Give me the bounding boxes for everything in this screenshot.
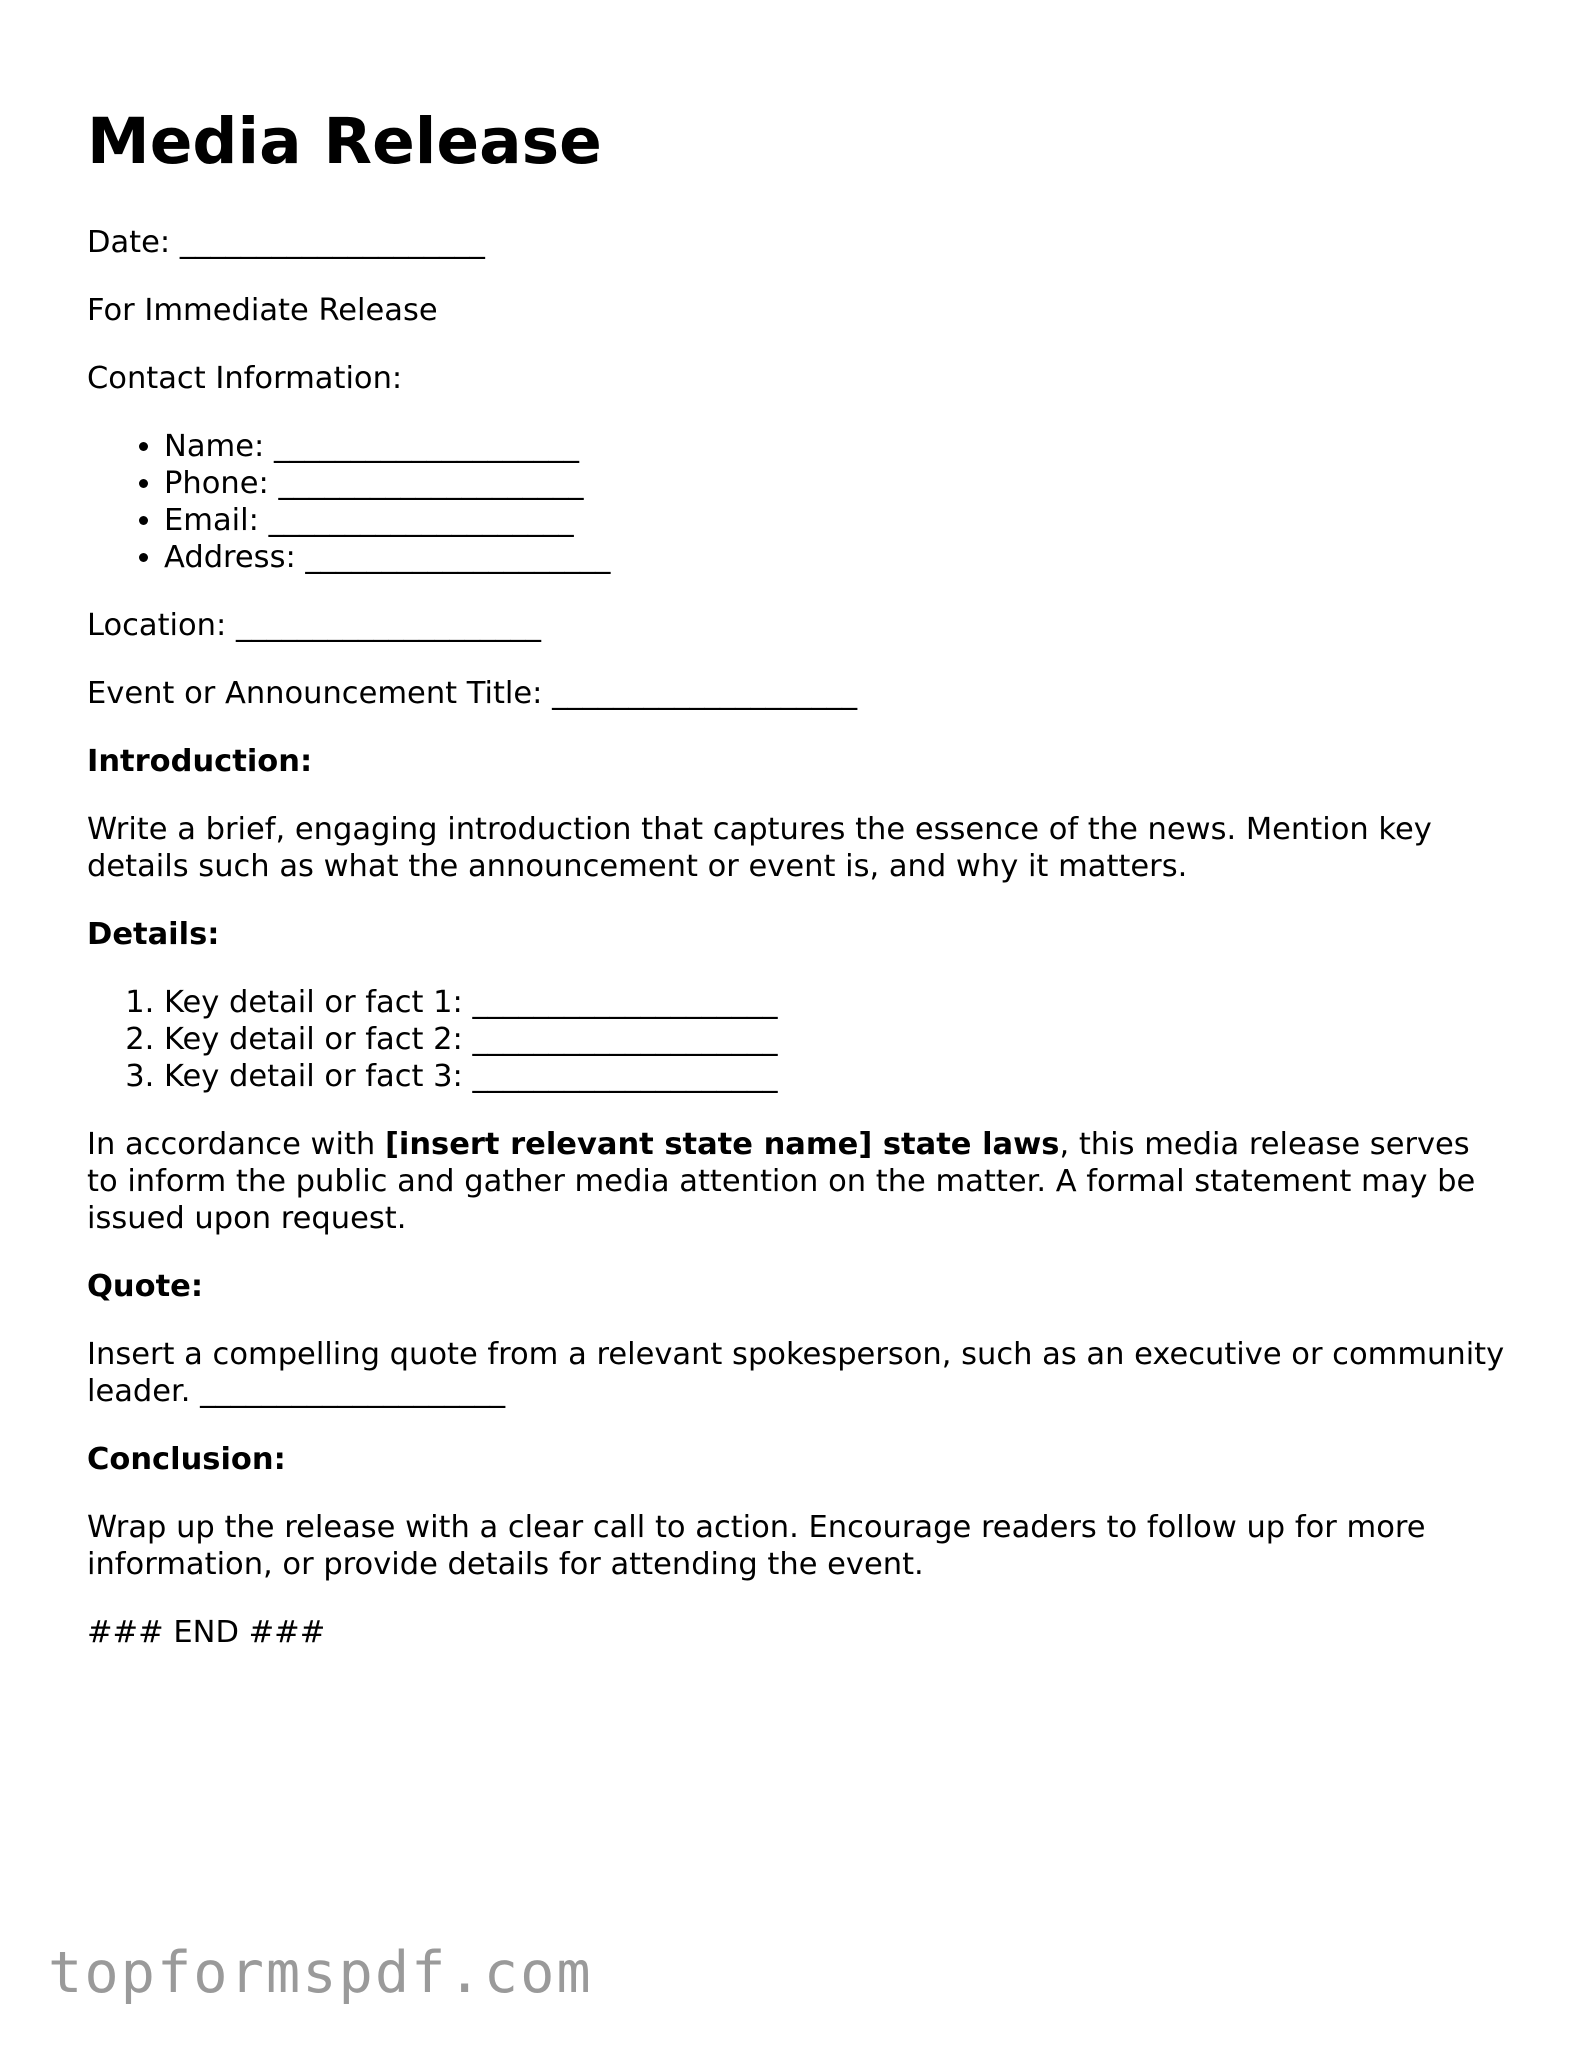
legal-bold: [insert relevant state name] state laws <box>384 1127 1060 1162</box>
watermark: topformspdf.com <box>48 1940 593 2006</box>
detail-item-3: 3. Key detail or fact 3: ____________________ <box>164 1058 1507 1095</box>
document-title: Media Release <box>87 105 602 178</box>
detail-item-2: 2. Key detail or fact 2: ____________________ <box>164 1021 1507 1058</box>
conclusion-heading: Conclusion: <box>87 1442 286 1477</box>
contact-list <box>87 428 1507 576</box>
document-body <box>87 224 1507 1682</box>
event-title-line: Event or Announcement Title: ____________________ <box>87 676 858 711</box>
contact-item-name: • Name: ____________________ <box>164 428 1507 465</box>
conclusion-text: Wrap up the release with a clear call to action. Encourage readers to follow up for more information, or provide details for attending the event. <box>87 1510 1426 1582</box>
contact-heading: Contact Information: <box>87 361 403 396</box>
legal-prefix: In accordance with <box>87 1127 385 1162</box>
detail-item-1: 1. Key detail or fact 1: ____________________ <box>164 984 1507 1021</box>
contact-item-phone: • Phone: ____________________ <box>164 465 1507 502</box>
end-marker: ### END ### <box>87 1615 326 1650</box>
contact-item-address: • Address: ____________________ <box>164 539 1507 576</box>
introduction-text: Write a brief, engaging introduction that captures the essence of the news. Mention key details such as what the announcement or event is, and why it matters. <box>87 812 1432 884</box>
details-list <box>87 984 1507 1095</box>
contact-item-email: • Email: ____________________ <box>164 502 1507 539</box>
quote-text: Insert a compelling quote from a relevant spokesperson, such as an executive or community leader. ____________________ <box>87 1337 1505 1409</box>
date-line: Date: ____________________ <box>87 225 485 260</box>
legal-paragraph <box>87 1126 1507 1237</box>
location-line: Location: ____________________ <box>87 608 541 643</box>
legal-suffix: , this media release serves to inform the public and gather media attention on the matter. A formal statement may be issued upon request. <box>87 1127 1476 1236</box>
introduction-heading: Introduction: <box>87 744 313 779</box>
release-line: For Immediate Release <box>87 293 438 328</box>
details-heading: Details: <box>87 917 220 952</box>
quote-heading: Quote: <box>87 1269 204 1304</box>
